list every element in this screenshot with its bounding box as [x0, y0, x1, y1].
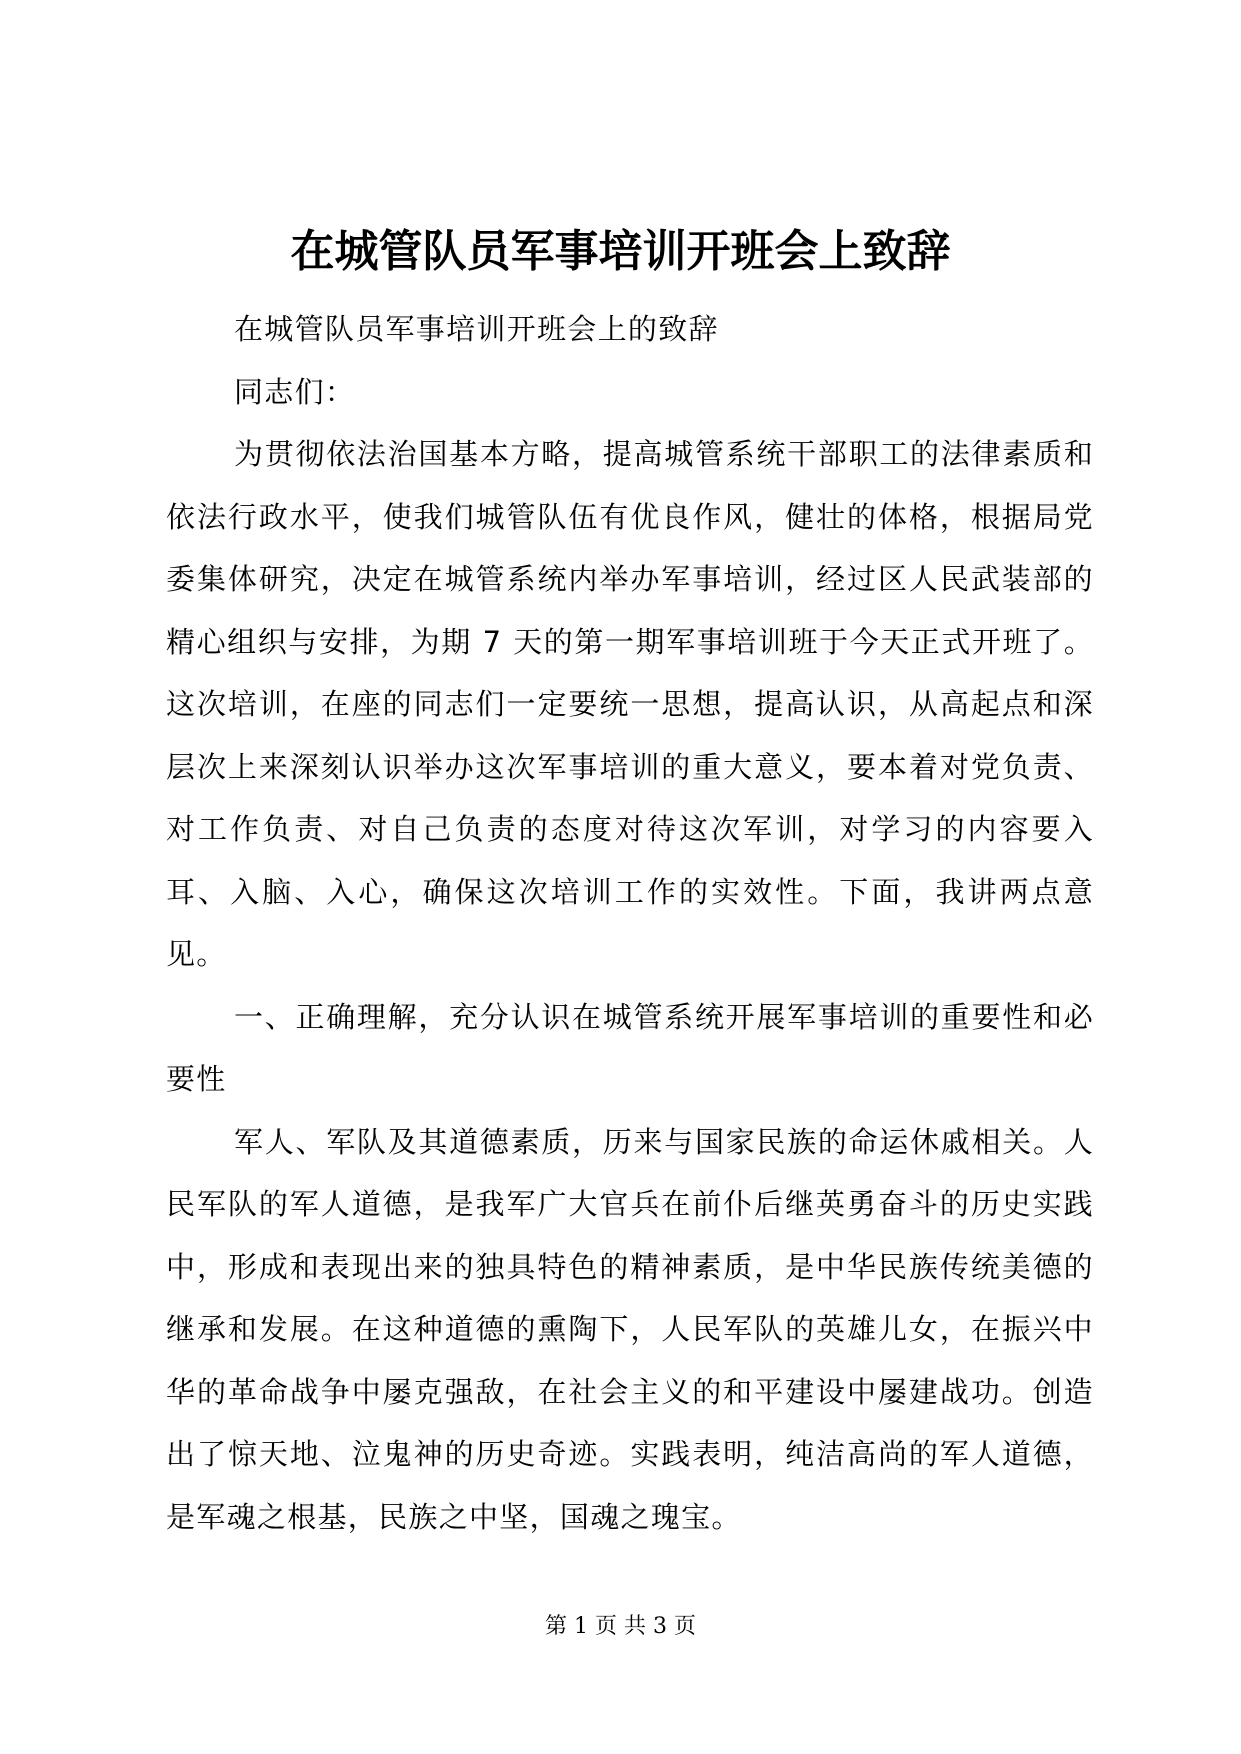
- paragraph-section-heading: 一、正确理解，充分认识在城管系统开展军事培训的重要性和必要性: [166, 999, 1094, 1096]
- document-title: 在城管队员军事培训开班会上致辞: [290, 226, 951, 277]
- paragraph-subtitle: 在城管队员军事培训开班会上的致辞: [234, 312, 719, 346]
- paragraph-military-virtue: 军人、军队及其道德素质，历来与国家民族的命运休戚相关。人民军队的军人道德，是我军广大官兵在前仆后继英勇奋斗的历史实践中，形成和表现出来的独具特色的精神素质，是中华民族传统美德的继承和发展。在这种道德的熏陶下，人民军队的英雄儿女，在振兴中华的革命战争中屡克强敌，在社会主义的和平建设中屡建战功。创造出了惊天地、泣鬼神的历史奇迹。实践表明，纯洁高尚的军人道德，是军魂之根基，民族之中坚，国魂之瑰宝。: [166, 1124, 1094, 1534]
- document-body: [166, 298, 1094, 1548]
- paragraph-salutation: 同志们：: [234, 374, 356, 409]
- paragraph-intro: 为贯彻依法治国基本方略，提高城管系统干部职工的法律素质和依法行政水平，使我们城管队伍有优良作风，健壮的体格，根据局党委集体研究，决定在城管系统内举办军事培训，经过区人民武装部的精心组织与安排，为期 7 天的第一期军事培训班于今天正式开班了。这次培训，在座的同志们一定要统一思想，提高认识，从高起点和深层次上来深刻认识举办这次军事培训的重大意义，要本着对党负责、对工作负责、对自己负责的态度对待这次军训，对学习的内容要入耳、入脑、入心，确保这次培训工作的实效性。下面，我讲两点意见。: [166, 437, 1094, 971]
- page-footer: 第 1 页 共 3 页: [545, 1614, 696, 1639]
